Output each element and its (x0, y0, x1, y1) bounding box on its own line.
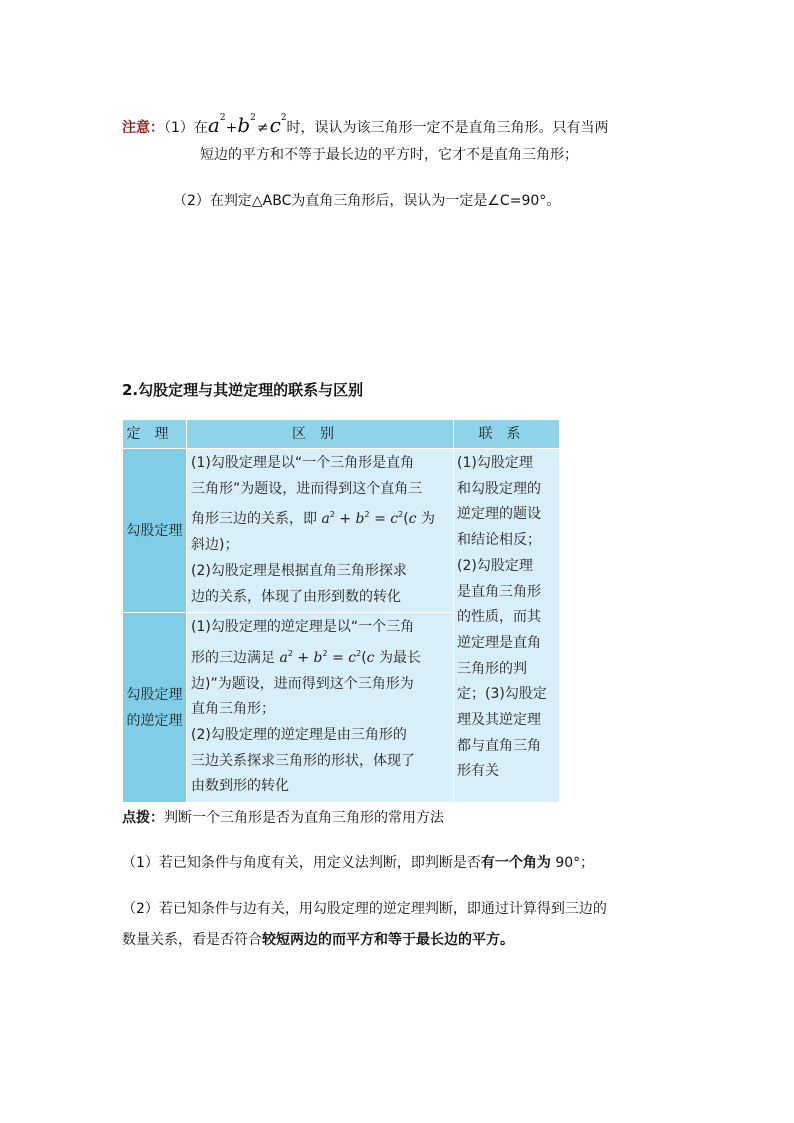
note-line-2: 短边的平方和不等于最长边的平方时，它才不是直角三角形； (200, 147, 578, 163)
row-diff-pythagorean: (1)勾股定理是以“一个三角形是直角 三角形”为题设，进而得到这个直角三 角形三边的关系，即 $a^2 + b^2 = c^2(c$ 为 斜边)； (2)勾股定理是根据直角三角形探求 边的关系，体现了由形到数的转化 (187, 449, 454, 613)
note-item1-suffix: 时，误认为该三角形一定不是直角三角形。只有当两 (286, 120, 609, 136)
section-title: 2.勾股定理与其逆定理的联系与区别 (122, 381, 364, 399)
header-difference: 区别 (187, 420, 454, 449)
note-item-2: （2）在判定△ABC为直角三角形后，误认为一定是∠C=90°。 (173, 193, 561, 209)
note-line-1 (122, 105, 609, 141)
row-name-converse: 勾股定理 的逆定理 (123, 613, 187, 803)
comparison-table (122, 419, 560, 803)
note-item1-prefix: （1）在 (164, 120, 208, 136)
tip-item-2-line-2: 数量关系，看是否符合较短两边的而平方和等于最长边的平方。 (122, 932, 514, 948)
formula-a2-b2-ne-c2: $a^2+b^2\ne c^2$ (207, 113, 287, 137)
tip-title: 判断一个三角形是否为直角三角形的常用方法 (164, 810, 444, 826)
header-theorem: 定理 (123, 420, 187, 449)
table-header-row (123, 420, 560, 449)
note-label: 注意： (122, 120, 164, 136)
tip-title-line (122, 807, 444, 827)
tip-label: 点拨： (122, 810, 164, 826)
tip-item-2-line-1: （2）若已知条件与边有关，用勾股定理的逆定理判断，即通过计算得到三边的 (122, 901, 607, 917)
tip-item-1: （1）若已知条件与角度有关，用定义法判断，即判断是否有一个角为 90°； (122, 855, 595, 871)
header-relation: 联系 (454, 420, 560, 449)
row-name-pythagorean: 勾股定理 (123, 449, 187, 613)
row-diff-converse: (1)勾股定理的逆定理是以“一个三角 形的三边满足 $a^2 + b^2 = c^2(c$ 为最长 边)”为题设，进而得到这个三角形为 直角三角形； (2)勾股定理的逆定理是由三角形的 三边关系探求三角形的形状，体现了 由数到形的转化 (187, 613, 454, 803)
relation-cell: (1)勾股定理 和勾股定理的 逆定理的题设 和结论相反； (2)勾股定理 是直角三角形 的性质，而其 逆定理是直角 三角形的判 定；(3)勾股定 理及其逆定理 都与直角三角 形有关 (454, 449, 560, 803)
table-row-pythagorean (123, 449, 560, 613)
